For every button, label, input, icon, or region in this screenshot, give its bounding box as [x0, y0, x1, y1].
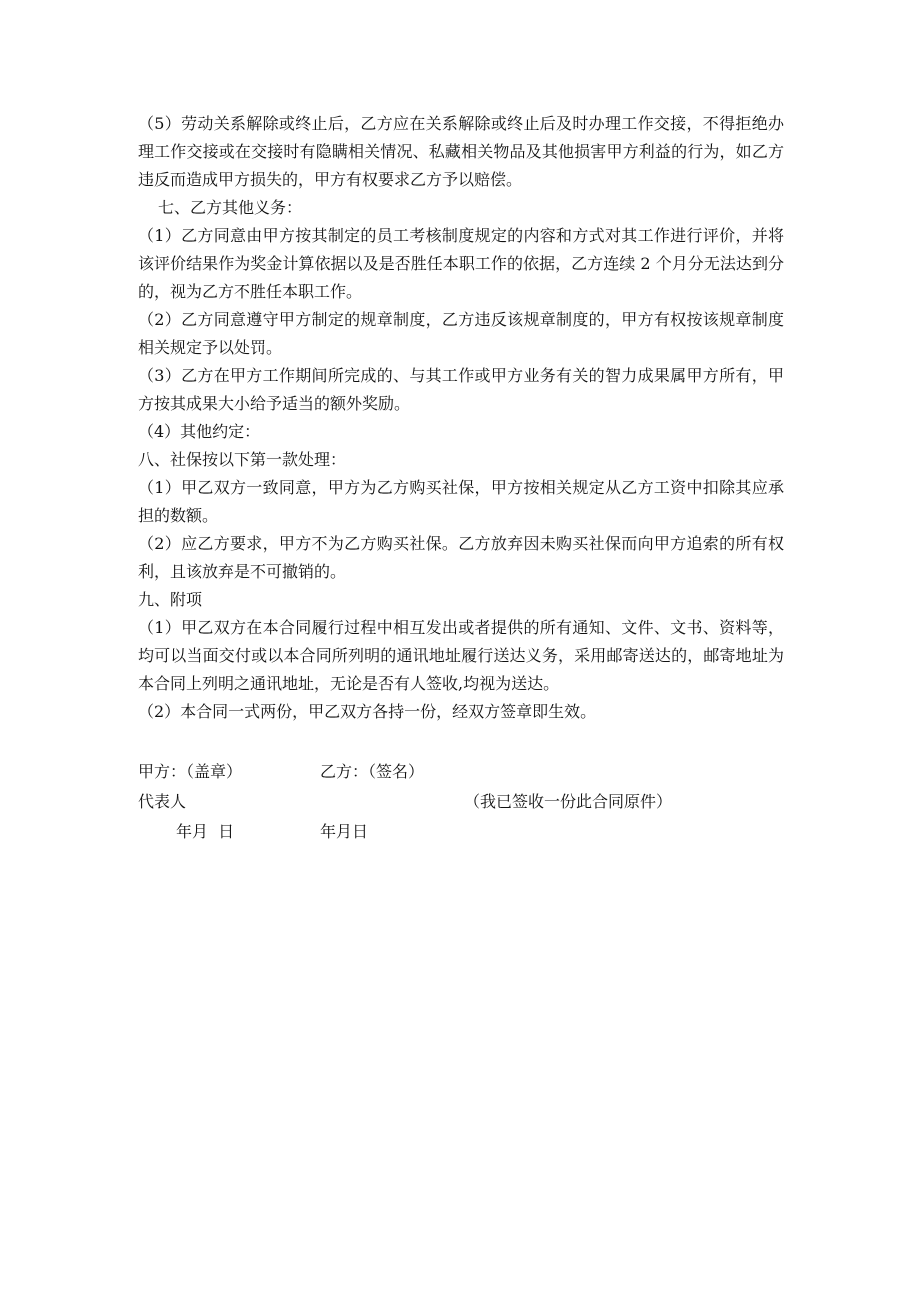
contract-body: [138, 110, 784, 726]
clause-9-2: （2）本合同一式两份，甲乙双方各持一份，经双方签章即生效。: [138, 702, 597, 721]
clause-8-1: （1）甲乙双方一致同意，甲方为乙方购买社保，甲方按相关规定从乙方工资中扣除其应承担的数额。: [138, 478, 784, 525]
clause-7-3: （3）乙方在甲方工作期间所完成的、与其工作或甲方业务有关的智力成果属甲方所有，甲方按其成果大小给予适当的额外奖励。: [138, 366, 784, 413]
section-8-title: 八、社保按以下第一款处理：: [138, 450, 347, 469]
receipt-note: （我已签收一份此合同原件）: [464, 792, 673, 811]
clause-9-1: （1）甲乙双方在本合同履行过程中相互发出或者提供的所有通知、文件、文书、资料等，均可以当面交付或以本合同所列明的通讯地址履行送达义务，采用邮寄送达的，邮寄地址为本合同上列明之通讯地址，无论是否有人签收,均视为送达。: [138, 618, 784, 693]
party-a-seal-label: 甲方：（盖章）: [138, 762, 243, 781]
representative-label: 代表人: [138, 792, 187, 811]
party-b-sign-label: 乙方：（签名）: [320, 762, 425, 781]
section-7-title: 七、乙方其他义务：: [158, 198, 303, 217]
clause-7-1: （1）乙方同意由甲方按其制定的员工考核制度规定的内容和方式对其工作进行评价，并将该评价结果作为奖金计算依据以及是否胜任本职工作的依据，乙方连续 2 个月分无法达到分的，视为乙方不胜任本职工作。: [138, 226, 784, 301]
section-9-title: 九、附项: [138, 590, 203, 609]
party-b-date: 年月日: [320, 822, 369, 841]
clause-7-4: （4）其他约定：: [138, 422, 261, 441]
party-a-date: 年月 日: [176, 822, 235, 841]
clause-6-5: （5）劳动关系解除或终止后，乙方应在关系解除或终止后及时办理工作交接，不得拒绝办理工作交接或在交接时有隐瞒相关情况、私藏相关物品及其他损害甲方利益的行为，如乙方违反而造成甲方损失的，甲方有权要求乙方予以赔偿。: [138, 114, 784, 189]
clause-8-2: （2）应乙方要求，甲方不为乙方购买社保。乙方放弃因未购买社保而向甲方追索的所有权利，且该放弃是不可撤销的。: [138, 534, 784, 581]
clause-7-2: （2）乙方同意遵守甲方制定的规章制度，乙方违反该规章制度的，甲方有权按该规章制度相关规定予以处罚。: [138, 310, 784, 357]
